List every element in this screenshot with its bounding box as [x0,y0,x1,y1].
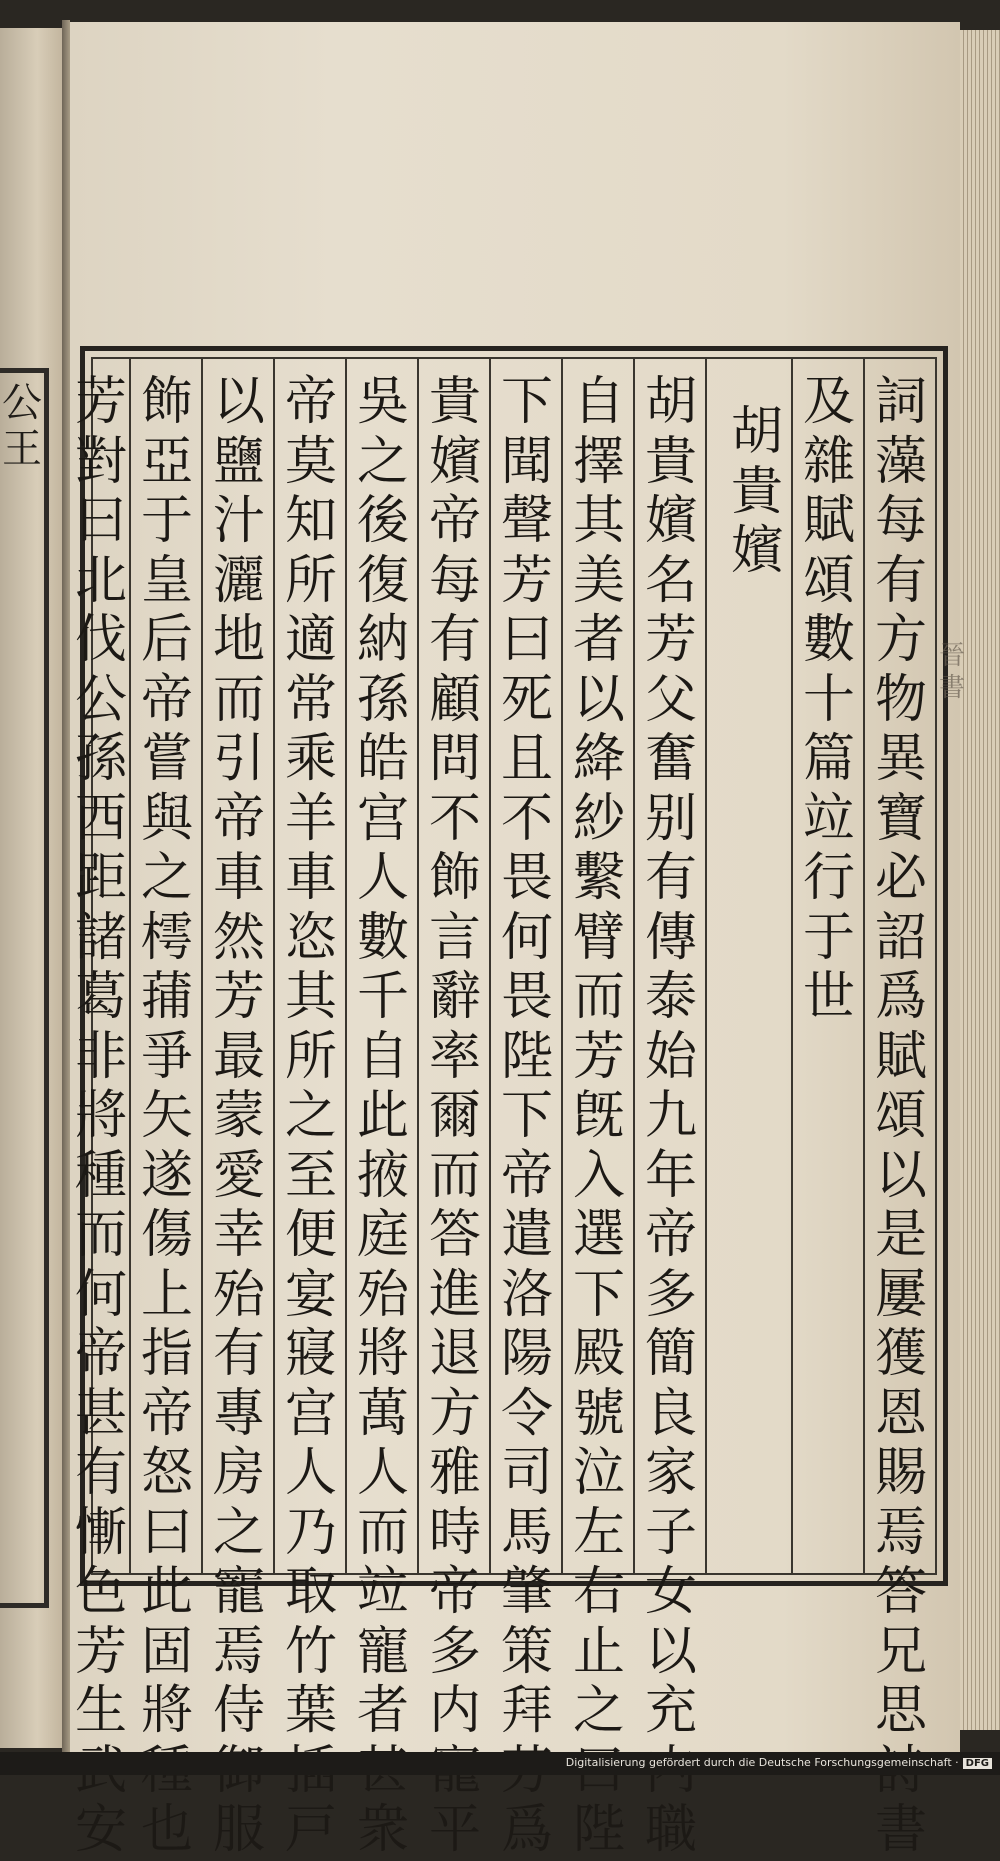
left-page-frame [0,368,49,1608]
text-column-1: 詞藻每有方物異寶必詔爲賦頌以是屢獲恩賜焉答兄思 書 [874,372,927,1860]
column-rule [863,359,865,1575]
column-rule [705,359,707,1575]
text-column-4: 胡貴嬪名芳父奮别有傳泰始九年帝多簡良家子女以充 職 [644,372,697,1860]
page-edges [960,30,1000,1730]
text-column-5: 自擇其美者以絳紗繫臂而芳旣入選下殿號泣左右止之 陛 [572,372,625,1860]
left-page [0,28,64,1748]
column-rule [791,359,793,1575]
text-column-6: 下聞聲芳曰死且不畏何畏陛下帝遣洛陽令司馬肇策拜 爲 [500,372,553,1860]
text-column-2: 及雜賦頌數十篇竝行于世 [802,372,855,1027]
section-heading: 胡貴嬪 [730,402,783,581]
text-column-8: 吳之後復納孫皓宫人數千自此掖庭殆將萬人而竝寵者 衆 [356,372,409,1860]
footer-credit-text: Digitalisierung gefördert durch die Deutsche Forschungsgemeinschaft · [565,1756,959,1769]
footer-credit [566,1756,992,1769]
text-column-7: 貴嬪帝每有顧問不飾言辭率爾而答進退方雅時帝多内 平 [428,372,481,1860]
text-column-12: 芳對曰北伐公孫西距諸葛非將種而何帝甚有慚色芳生 安 [74,372,127,1860]
column-rule [273,359,275,1575]
column-rule [489,359,491,1575]
dfg-logo: DFG [963,1758,992,1769]
column-rule [201,359,203,1575]
column-rule [633,359,635,1575]
left-page-text: 公王 [2,380,42,472]
text-column-10: 以鹽汁灑地而引帝車然芳最蒙愛幸殆有專房之寵焉侍 服 [212,372,265,1860]
book-gutter [62,20,70,1760]
column-rule [417,359,419,1575]
text-column-11: 飾亞于皇后帝嘗與之樗蒱爭矢遂傷上指帝怒曰此固將 也 [140,372,193,1860]
text-column-9: 帝莫知所適常乘羊車恣其所之至便宴寢宫人乃取竹葉 戸 [284,372,337,1860]
column-rule [561,359,563,1575]
page-fold-mark: 晉書 [938,641,965,703]
column-rule [345,359,347,1575]
